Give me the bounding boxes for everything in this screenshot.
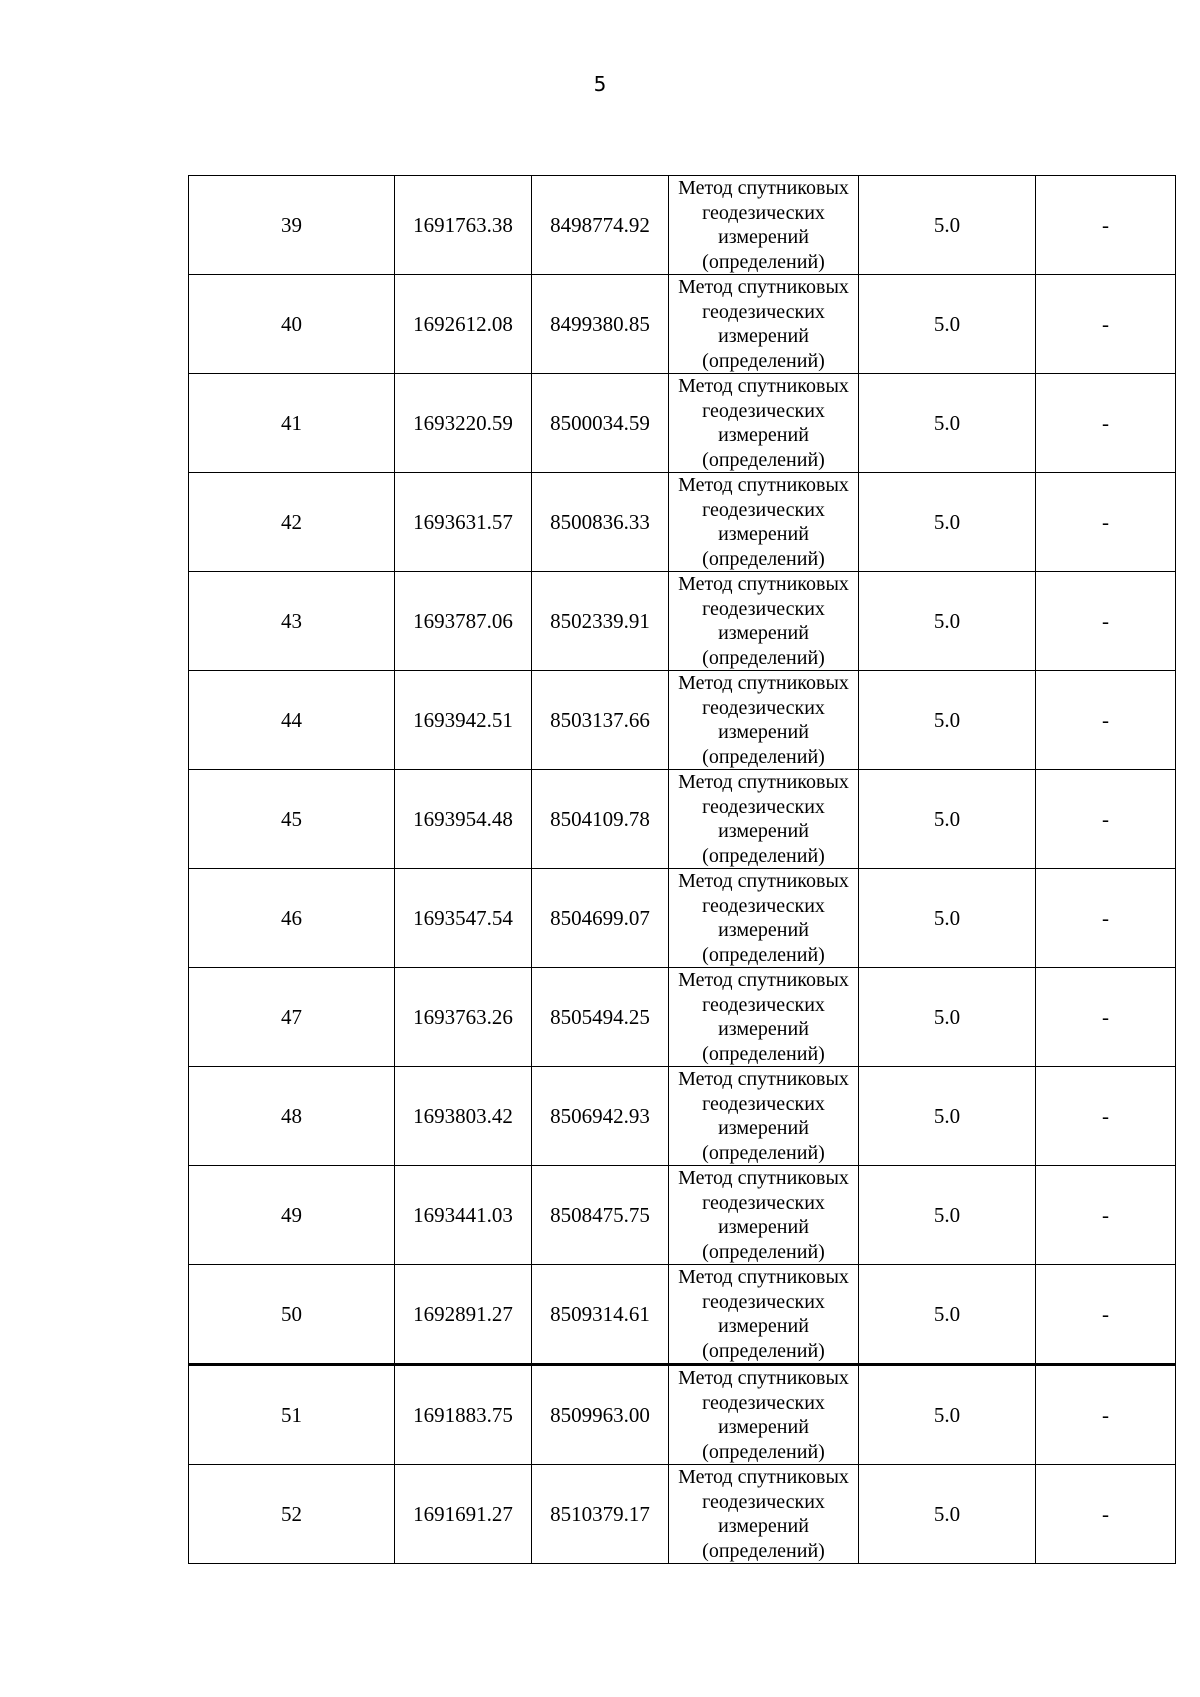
note-cell: - [1036,572,1176,671]
point-number-cell: 40 [189,275,395,374]
note-cell: - [1036,176,1176,275]
table-row [189,1166,1176,1265]
accuracy-cell: 5.0 [859,176,1036,275]
method-cell: Метод спутниковых геодезических измерений (определений) [669,1166,859,1265]
note-cell: - [1036,671,1176,770]
y-coordinate-cell: 8502339.91 [532,572,669,671]
accuracy-cell: 5.0 [859,1166,1036,1265]
note-cell: - [1036,374,1176,473]
accuracy-cell: 5.0 [859,770,1036,869]
point-number-cell: 50 [189,1265,395,1365]
method-cell: Метод спутниковых геодезических измерений (определений) [669,374,859,473]
x-coordinate-cell: 1692891.27 [395,1265,532,1365]
note-cell: - [1036,1365,1176,1465]
note-cell: - [1036,1465,1176,1564]
accuracy-cell: 5.0 [859,275,1036,374]
y-coordinate-cell: 8510379.17 [532,1465,669,1564]
note-cell: - [1036,1265,1176,1365]
table-row [189,671,1176,770]
point-number-cell: 41 [189,374,395,473]
y-coordinate-cell: 8499380.85 [532,275,669,374]
point-number-cell: 49 [189,1166,395,1265]
method-cell: Метод спутниковых геодезических измерений (определений) [669,671,859,770]
x-coordinate-cell: 1693631.57 [395,473,532,572]
method-cell: Метод спутниковых геодезических измерений (определений) [669,572,859,671]
method-cell: Метод спутниковых геодезических измерений (определений) [669,1067,859,1166]
table-row [189,1067,1176,1166]
point-number-cell: 44 [189,671,395,770]
page-number: 5 [593,72,607,96]
accuracy-cell: 5.0 [859,1067,1036,1166]
y-coordinate-cell: 8505494.25 [532,968,669,1067]
point-number-cell: 45 [189,770,395,869]
x-coordinate-cell: 1693547.54 [395,869,532,968]
table-row [189,176,1176,275]
note-cell: - [1036,968,1176,1067]
note-cell: - [1036,1166,1176,1265]
y-coordinate-cell: 8504699.07 [532,869,669,968]
accuracy-cell: 5.0 [859,869,1036,968]
x-coordinate-cell: 1693441.03 [395,1166,532,1265]
x-coordinate-cell: 1693763.26 [395,968,532,1067]
table-row [189,572,1176,671]
accuracy-cell: 5.0 [859,1265,1036,1365]
y-coordinate-cell: 8503137.66 [532,671,669,770]
accuracy-cell: 5.0 [859,968,1036,1067]
coordinates-table [188,175,1176,1564]
point-number-cell: 47 [189,968,395,1067]
x-coordinate-cell: 1691691.27 [395,1465,532,1564]
method-cell: Метод спутниковых геодезических измерений (определений) [669,1365,859,1465]
x-coordinate-cell: 1693954.48 [395,770,532,869]
note-cell: - [1036,275,1176,374]
accuracy-cell: 5.0 [859,1365,1036,1465]
note-cell: - [1036,1067,1176,1166]
y-coordinate-cell: 8506942.93 [532,1067,669,1166]
y-coordinate-cell: 8498774.92 [532,176,669,275]
x-coordinate-cell: 1693220.59 [395,374,532,473]
method-cell: Метод спутниковых геодезических измерений (определений) [669,869,859,968]
table-row [189,968,1176,1067]
y-coordinate-cell: 8508475.75 [532,1166,669,1265]
point-number-cell: 39 [189,176,395,275]
point-number-cell: 48 [189,1067,395,1166]
y-coordinate-cell: 8509314.61 [532,1265,669,1365]
y-coordinate-cell: 8500836.33 [532,473,669,572]
table-row [189,473,1176,572]
point-number-cell: 46 [189,869,395,968]
method-cell: Метод спутниковых геодезических измерений (определений) [669,176,859,275]
point-number-cell: 43 [189,572,395,671]
x-coordinate-cell: 1693942.51 [395,671,532,770]
x-coordinate-cell: 1692612.08 [395,275,532,374]
method-cell: Метод спутниковых геодезических измерений (определений) [669,968,859,1067]
table-row [189,275,1176,374]
method-cell: Метод спутниковых геодезических измерений (определений) [669,1265,859,1365]
y-coordinate-cell: 8509963.00 [532,1365,669,1465]
point-number-cell: 51 [189,1365,395,1465]
accuracy-cell: 5.0 [859,473,1036,572]
point-number-cell: 52 [189,1465,395,1564]
method-cell: Метод спутниковых геодезических измерений (определений) [669,770,859,869]
accuracy-cell: 5.0 [859,572,1036,671]
note-cell: - [1036,770,1176,869]
table-row [189,1465,1176,1564]
accuracy-cell: 5.0 [859,1465,1036,1564]
y-coordinate-cell: 8504109.78 [532,770,669,869]
table-row [189,1265,1176,1365]
note-cell: - [1036,473,1176,572]
x-coordinate-cell: 1691763.38 [395,176,532,275]
accuracy-cell: 5.0 [859,671,1036,770]
point-number-cell: 42 [189,473,395,572]
x-coordinate-cell: 1693787.06 [395,572,532,671]
x-coordinate-cell: 1691883.75 [395,1365,532,1465]
method-cell: Метод спутниковых геодезических измерений (определений) [669,1465,859,1564]
table-row [189,374,1176,473]
accuracy-cell: 5.0 [859,374,1036,473]
method-cell: Метод спутниковых геодезических измерений (определений) [669,275,859,374]
table-row [189,1365,1176,1465]
note-cell: - [1036,869,1176,968]
table-row [189,869,1176,968]
table-row [189,770,1176,869]
method-cell: Метод спутниковых геодезических измерений (определений) [669,473,859,572]
x-coordinate-cell: 1693803.42 [395,1067,532,1166]
y-coordinate-cell: 8500034.59 [532,374,669,473]
